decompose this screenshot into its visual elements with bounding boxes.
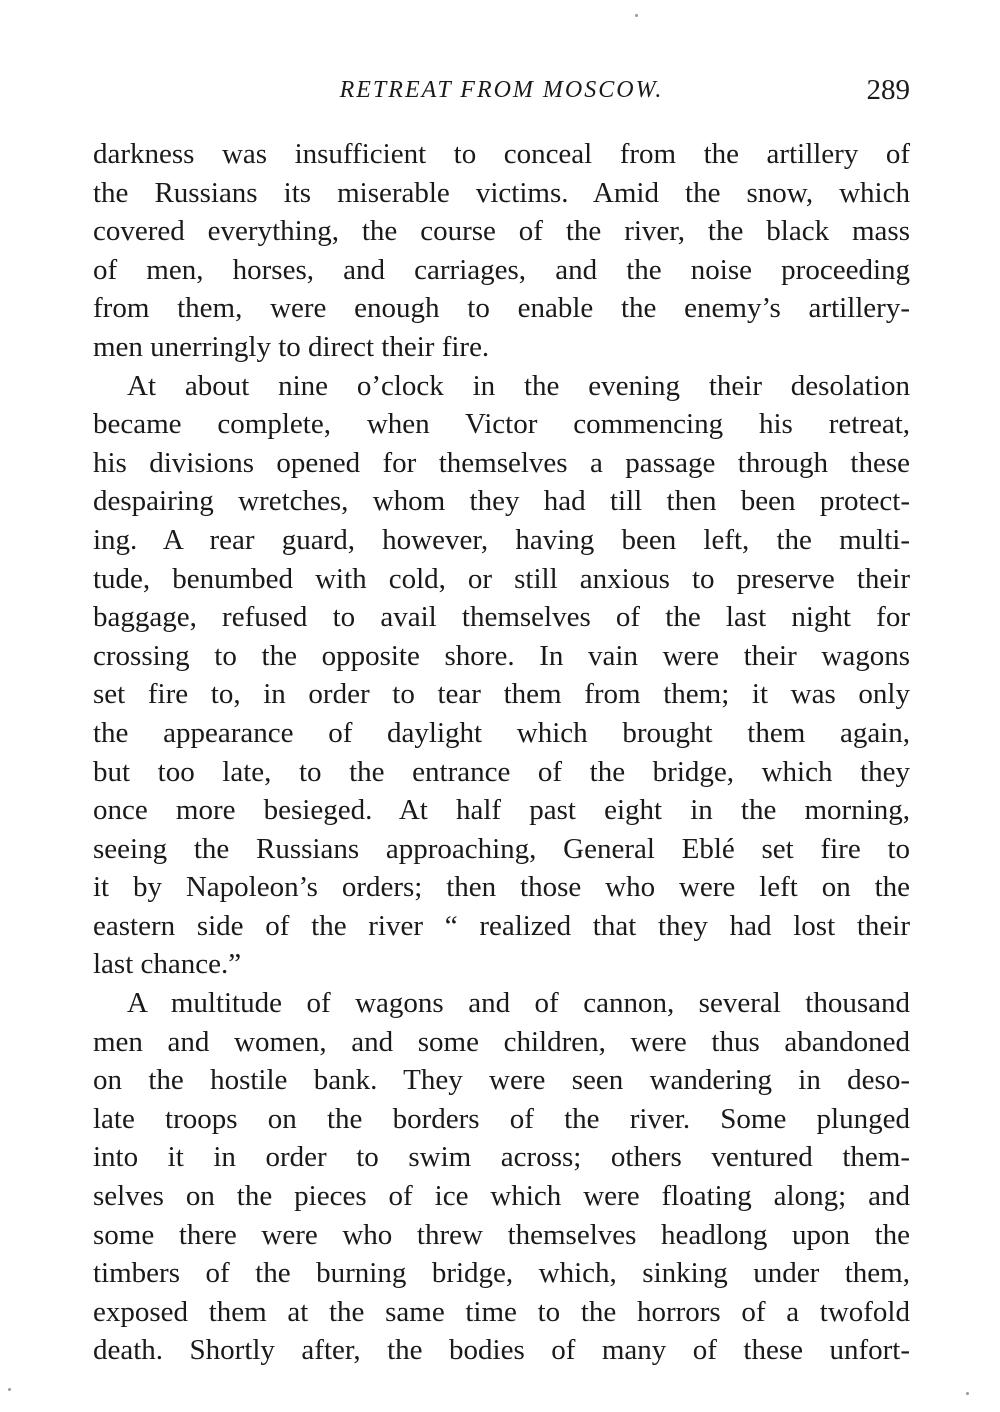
text-line: ing. A rear guard, however, having been left, the multi- [93,523,910,556]
text-line: into it in order to swim across; others ventured them- [93,1141,910,1174]
text-line: the Russians its miserable victims. Amid the snow, which [93,176,910,209]
page-number: 289 [866,74,910,106]
text-line: selves on the pieces of ice which were floating along; and [93,1180,910,1213]
text-line: eastern side of the river “ realized that they had lost their [93,909,910,942]
running-head [93,72,910,112]
text-line: exposed them at the same time to the horrors of a twofold [93,1295,910,1328]
text-line: became complete, when Victor commencing his retreat, [93,408,910,441]
text-line: tude, benumbed with cold, or still anxious to preserve their [93,562,910,595]
running-title: RETREAT FROM MOSCOW. [339,77,664,103]
text-line: from them, were enough to enable the enemy’s artillery- [93,292,910,325]
text-line: his divisions opened for themselves a passage through these [93,446,910,479]
text-line: timbers of the burning bridge, which, sinking under them, [93,1257,910,1290]
text-line: men and women, and some children, were thus abandoned [93,1025,910,1058]
text-line: last chance.” [93,948,242,981]
text-line: darkness was insufficient to conceal from the artillery of [93,138,910,170]
text-line: crossing to the opposite shore. In vain were their wagons [93,639,910,672]
scan-speck [635,14,638,17]
text-line: on the hostile bank. They were seen wandering in deso- [93,1064,910,1097]
scan-speck [8,1388,11,1391]
paragraph-first-line: A multitude of wagons and of cannon, several thousand [127,987,910,1020]
scan-speck [966,1392,969,1395]
text-line: despairing wretches, whom they had till then been protect- [93,485,910,518]
text-line: seeing the Russians approaching, General Eblé set fire to [93,832,910,865]
text-line: set fire to, in order to tear them from them; it was only [93,678,910,711]
text-line: men unerringly to direct their fire. [93,330,490,363]
text-line: but too late, to the entrance of the bridge, which they [93,755,910,788]
text-line: the appearance of daylight which brought them again, [93,716,910,749]
paragraph-first-line: At about nine o’clock in the evening their desolation [127,369,910,402]
text-line: it by Napoleon’s orders; then those who were left on the [93,871,910,904]
text-line: late troops on the borders of the river. Some plunged [93,1102,910,1135]
text-line: death. Shortly after, the bodies of many of these unfort- [93,1334,910,1367]
text-line: covered everything, the course of the river, the black mass [93,215,910,248]
body-text [93,135,910,1370]
text-line: some there were who threw themselves headlong upon the [93,1218,910,1251]
text-line: baggage, refused to avail themselves of the last night for [93,601,910,634]
text-line: once more besieged. At half past eight in the morning, [93,794,910,827]
text-line: of men, horses, and carriages, and the noise proceeding [93,253,910,286]
